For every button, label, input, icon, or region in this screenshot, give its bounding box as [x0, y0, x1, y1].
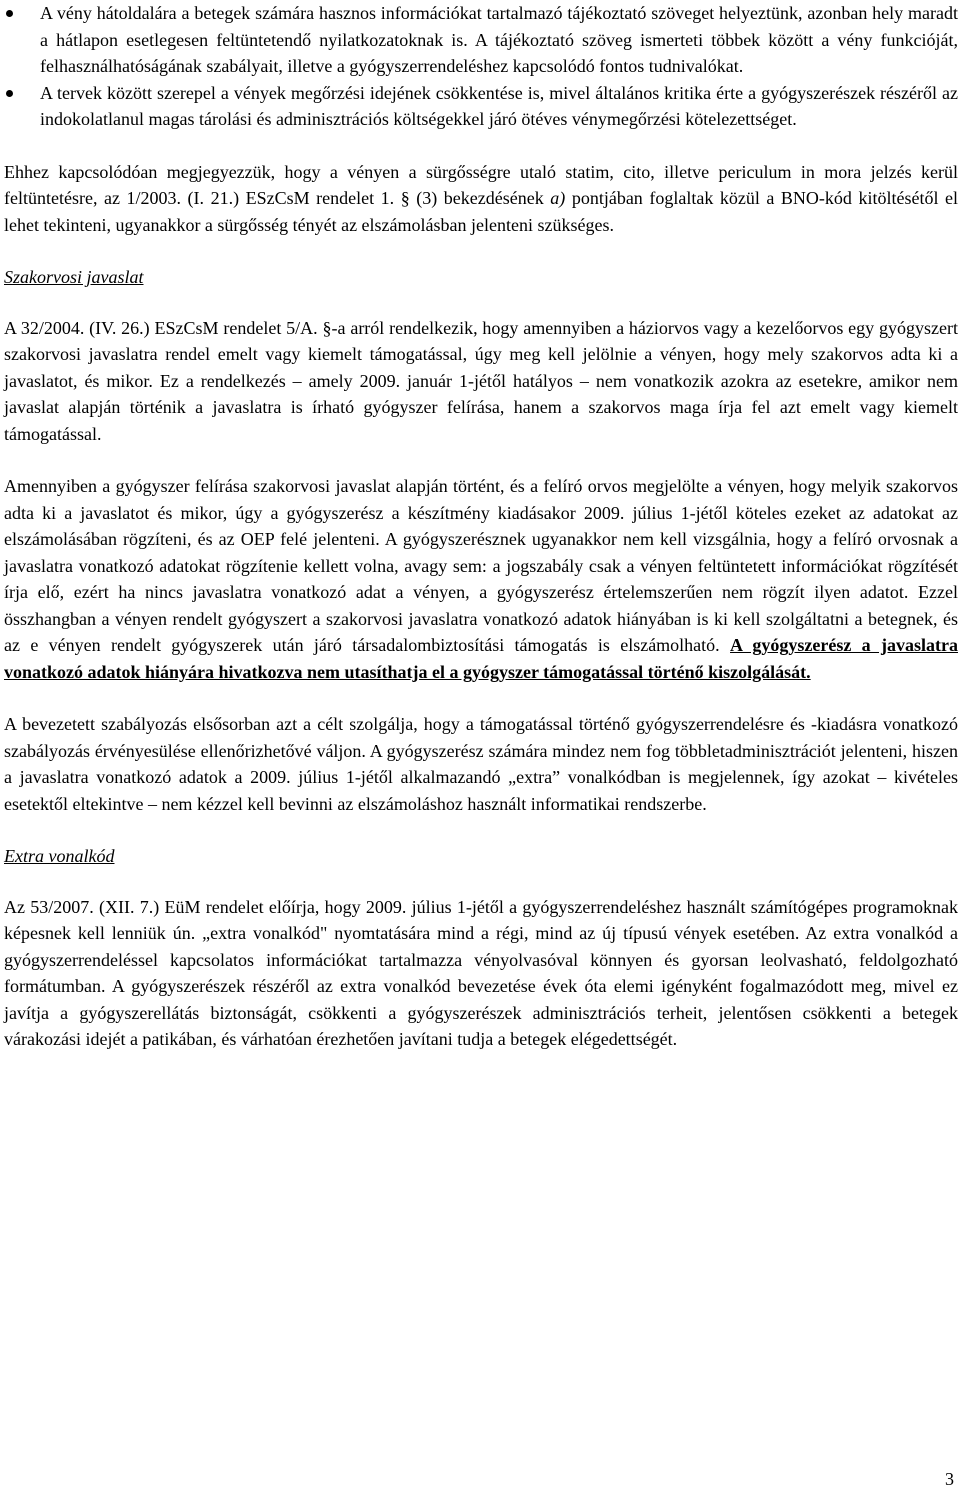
- bullet-text: A vény hátoldalára a betegek számára hasznos információkat tartalmazó tájékoztató szöveget helyeztünk, azonban hely maradt a hátlapon esetlegesen feltüntetendő nyilatkozatoknak is. A tájékoztató szöveg ismerteti többek között a vény funkcióját, felhasználhatóságának szabályait, illetve a gyógyszerrendeléshez kapcsolódó fontos tudnivalókat.: [40, 3, 958, 76]
- section-heading-szakorvosi: Szakorvosi javaslat: [4, 267, 144, 287]
- paragraph-szakorvosi-1: A 32/2004. (IV. 26.) ESzCsM rendelet 5/A. §-a arról rendelkezik, hogy amennyiben a háziorvos vagy a kezelőorvos egy gyógyszert szakorvosi javaslatra rendel emelt vagy kiemelt támogatással, úgy meg kell jelölnie a vényen, hogy mely szakorvos adta ki a javaslatot, és mikor. Ez a rendelkezés – amely 2009. január 1-jétől hatályos – nem vonatkozik azokra az esetekre, amikor nem javaslat alapján történik a javaslatra is írható gyógyszer felírása, hanem a szakorvos maga írja fel azt emelt vagy kiemelt támogatással.: [4, 317, 958, 444]
- statim-text-b: pontjában foglaltak közül a BNO-kód kitöltésétől el lehet tekinteni, ugyanakkor a sürgősség tényét az elszámolásban jelenteni szükséges.: [4, 188, 958, 235]
- bullet-text: A tervek között szerepel a vények megőrzési idejének csökkentése is, mivel általános kritika érte a gyógyszerészek részéről az indokolatlanul magas tárolási és adminisztrációs költségekkel járó ötéves vénymegőrzési kötelezettséget.: [40, 82, 958, 129]
- bullet-list: [4, 0, 958, 133]
- statim-text-a: Ehhez kapcsolódóan megjegyezzük, hogy a vényen a sürgősségre utaló statim, cito, illetve periculum in mora jelzés kerül feltüntetésre, az 1/2003. (I. 21.) ESzCsM rendelet 1. § (3) bekezdésének: [4, 161, 958, 208]
- szakorvosi-2-text: Amennyiben a gyógyszer felírása szakorvosi javaslat alapján történt, és a felíró orvos megjelölte a vényen, hogy melyik szakorvos adta ki a javaslatot és mikor, úgy a gyógyszerész a készítmény kiadásakor 2009. július 1-jétől köteles ezeket az adatokat az elszámolásában rögzíteni, és az OEP felé jelenteni. A gyógyszerésznek ugyanakkor nem kell vizsgálnia, hogy a felíró orvosnak a javaslatra vonatkozó adatokat rögzítenie kellett volna, avagy sem: a jogszabály csak a vényen feltüntetett információkat rögzítését írja elő, ezért ha nincs javaslatra vonatkozó adat a vényen, a gyógyszerész értelemszerűen nem rögzít ilyen adatot. Ezzel összhangban a vényen rendelt gyógyszert a szakorvosi javaslatra vonatkozó adatok hiányában is ki kell szolgáltatni a betegnek, és az e vényen rendelt gyógyszerek után járó társadalombiztosítási támogatás is elszámolható.: [4, 476, 958, 655]
- bullet-dot-icon: [6, 90, 13, 97]
- paragraph-szakorvosi-3: A bevezetett szabályozás elsősorban azt a célt szolgálja, hogy a támogatással történő gyógyszerrendelésre és -kiadásra vonatkozó szabályozás érvényesülése ellenőrizhetővé váljon. A gyógyszerész számára mindez nem fog többletadminisztrációt jelenteni, hiszen a javaslatra vonatkozó adatok a 2009. július 1-jétől alkalmazandó „extra” vonalkódban is megjelennek, így azokat – kivételes esetektől eltekintve – nem kézzel kell bevinni az elszámoláshoz használt informatikai rendszerbe.: [4, 714, 958, 814]
- bullet-dot-icon: [6, 10, 13, 17]
- statim-italic: a): [550, 188, 566, 208]
- paragraph-extra: Az 53/2007. (XII. 7.) EüM rendelet előírja, hogy 2009. július 1-jétől a gyógyszerrendeléshez használt számítógépes programoknak képesnek kell lenniük ún. „extra vonalkód" nyomtatására mind a régi, mind az új típusú vények esetében. Az extra vonalkód a gyógyszerrendeléssel kapcsolatos információkat tartalmazza vényolvasóval könnyen és gyorsan leolvasható, feldolgozható formátumban. A gyógyszerészek részéről az extra vonalkód bevezetése évek óta elemi igényként fogalmazódott meg, mivel ez javítja a gyógyszerellátás biztonságát, csökkenti a gyógyszerészek adminisztrációs terheit, jelentősen csökkenti a betegek várakozási idejét a patikában, és várhatóan érezhetően javítani tudja a betegek elégedettségét.: [4, 896, 958, 1049]
- bullet-item-retention: [4, 80, 958, 133]
- bullet-item-back-side: [4, 0, 958, 80]
- page-number: 3: [945, 1469, 954, 1489]
- szakorvosi-2-bold: A gyógyszerész a javaslatra vonatkozó adatok hiányára hivatkozva nem utasíthatja el a gyógyszer támogatással történő kiszolgálását.: [4, 635, 958, 682]
- document-page: [4, 0, 958, 1053]
- section-heading-extra: Extra vonalkód: [4, 846, 115, 866]
- paragraph-szakorvosi-2: [4, 473, 958, 685]
- paragraph-statim: [4, 159, 958, 239]
